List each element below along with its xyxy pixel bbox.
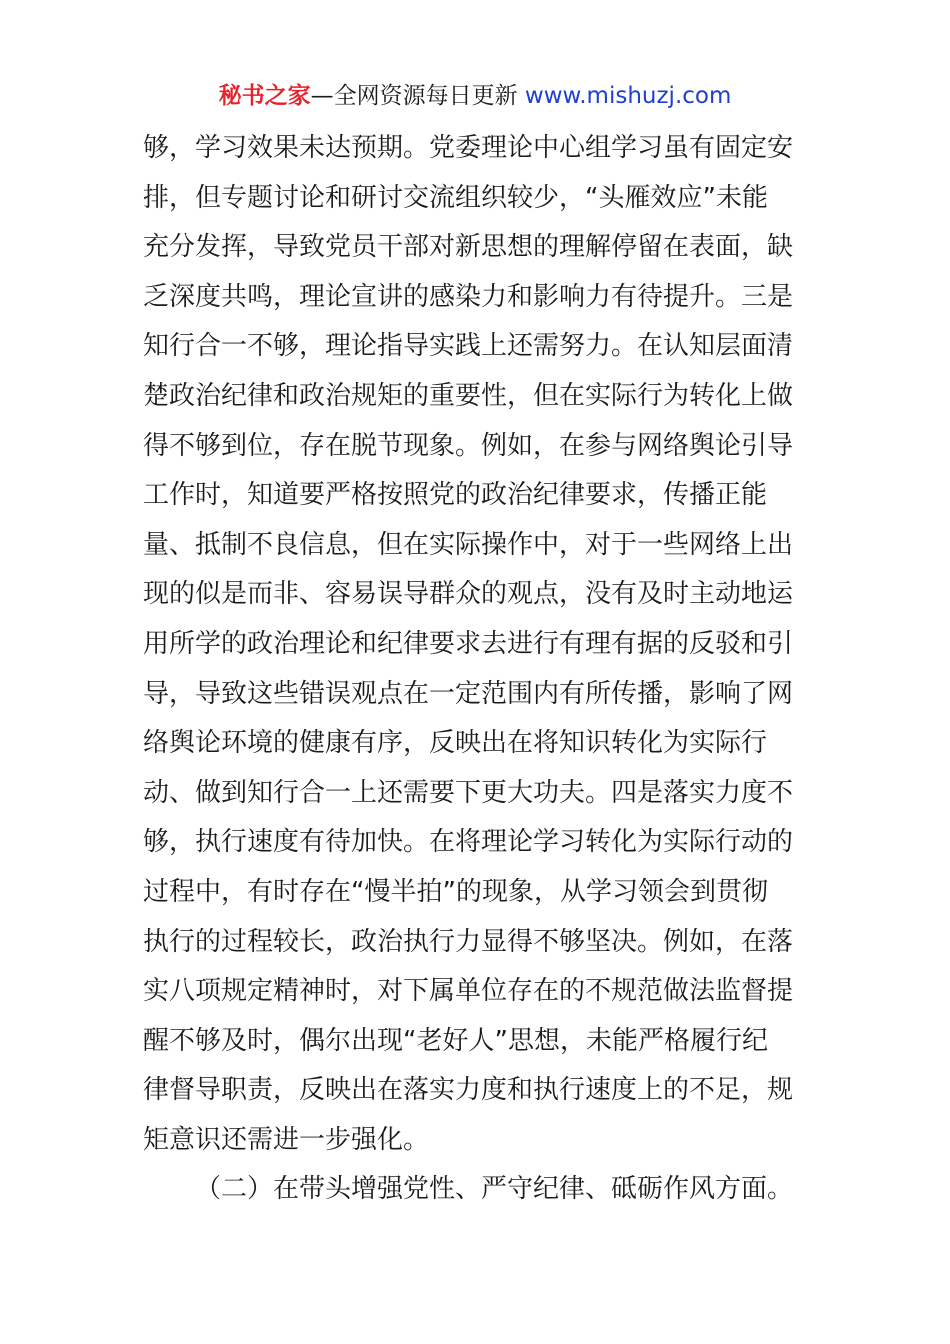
site-url-link[interactable]: www.mishuzj.com — [524, 83, 732, 109]
paragraph-line: 知行合一不够，理论指导实践上还需努力。在认知层面清 — [143, 331, 794, 362]
paragraph-line: 够，执行速度有待加快。在将理论学习转化为实际行动的 — [143, 827, 794, 858]
paragraph-line: 执行的过程较长，政治执行力显得不够坚决。例如，在落 — [143, 926, 794, 957]
site-header — [0, 80, 950, 112]
paragraph-line: 实八项规定精神时，对下属单位存在的不规范做法监督提 — [143, 976, 794, 1007]
paragraph-line: 楚政治纪律和政治规矩的重要性，但在实际行为转化上做 — [143, 380, 794, 411]
paragraph-line: 量、抵制不良信息，但在实际操作中，对于一些网络上出 — [143, 529, 794, 560]
section-heading: （二）在带头增强党性、严守纪律、砥砺作风方面。 — [195, 1174, 794, 1205]
paragraph-line: 过程中，有时存在“慢半拍”的现象，从学习领会到贯彻 — [143, 876, 768, 907]
site-tagline: —全网资源每日更新 — [310, 83, 525, 109]
paragraph-line: 动、做到知行合一上还需要下更大功夫。四是落实力度不 — [143, 777, 794, 808]
document-body — [143, 124, 813, 1215]
paragraph-line: 乏深度共鸣，理论宣讲的感染力和影响力有待提升。三是 — [143, 281, 794, 312]
site-brand: 秘书之家 — [218, 83, 311, 109]
paragraph-line: 矩意识还需进一步强化。 — [143, 1124, 430, 1155]
paragraph-line: 得不够到位，存在脱节现象。例如，在参与网络舆论引导 — [143, 430, 794, 461]
paragraph-line: 够，学习效果未达预期。党委理论中心组学习虽有固定安 — [143, 133, 794, 163]
paragraph-line: 醒不够及时，偶尔出现“老好人”思想，未能严格履行纪 — [143, 1025, 768, 1056]
paragraph-line: 排，但专题讨论和研讨交流组织较少，“头雁效应”未能 — [143, 182, 768, 213]
paragraph-line: 现的似是而非、容易误导群众的观点，没有及时主动地运 — [143, 579, 794, 610]
paragraph-line: 络舆论环境的健康有序，反映出在将知识转化为实际行 — [143, 728, 768, 759]
paragraph-line: 工作时，知道要严格按照党的政治纪律要求，传播正能 — [143, 480, 768, 511]
paragraph-line: 导，导致这些错误观点在一定范围内有所传播，影响了网 — [143, 678, 794, 709]
paragraph-line: 律督导职责，反映出在落实力度和执行速度上的不足，规 — [143, 1075, 794, 1106]
paragraph-line: 用所学的政治理论和纪律要求去进行有理有据的反驳和引 — [143, 628, 794, 659]
paragraph-line: 充分发挥，导致党员干部对新思想的理解停留在表面，缺 — [143, 232, 794, 263]
